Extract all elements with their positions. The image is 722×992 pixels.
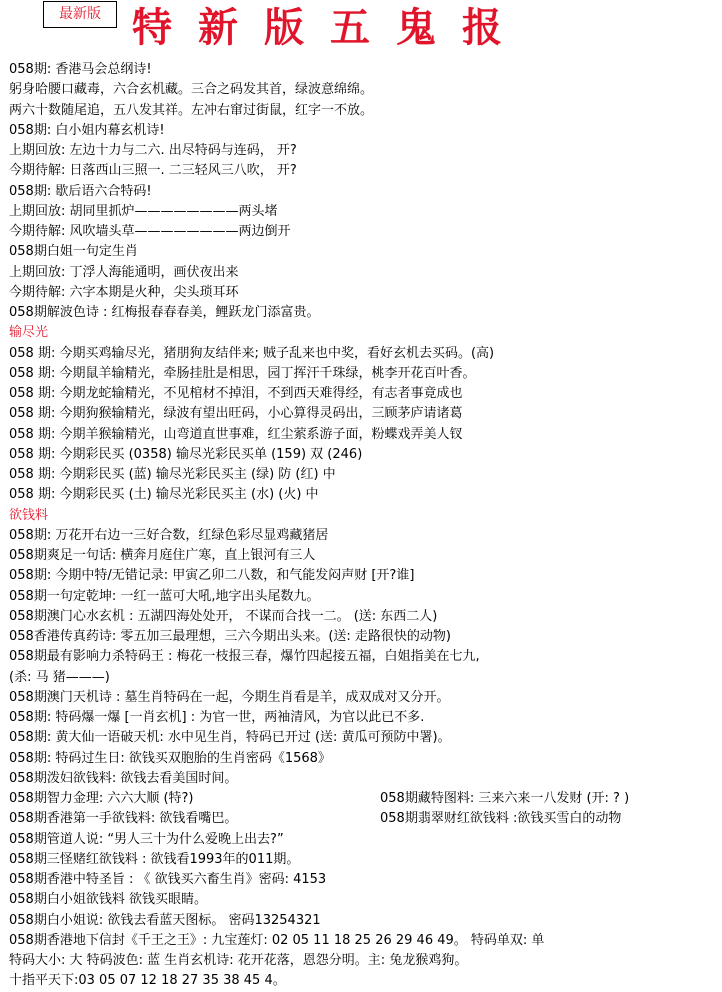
text-line: 058期澳门心水玄机 : 五湖四海处处开， 不谋而合找一二。 (送: 东西二人) [9,608,438,624]
text-line: (杀: 马 猪———) [9,669,110,685]
header [0,0,722,58]
text-line [9,809,717,829]
text-line-left: 058期香港第一手欲钱料: 欲钱看嘴巴。 [9,811,238,827]
section-heading: 欲钱料 [9,507,49,523]
text-line: 058期香港中特圣旨 : 《 欲钱买六畜生肖》密码: 4153 [9,872,327,887]
text-line: 058期解波色诗 : 红梅报春春春美，鲤跃龙门添富贵。 [9,305,320,320]
text-line: 058 期: 今期彩民买 (0358) 输尽光彩民买单 (159) 双 (246) [9,446,363,462]
text-line: 058期: 今期中特/无错记录: 甲寅乙卯二八数，和气能发闷声财 [开?谁] [9,568,415,584]
text-line: 058期白姐一句定生肖 [9,244,138,260]
text-line: 十指平天下:03 05 07 12 18 27 35 38 45 4。 [9,973,286,989]
text-line: 058期泼妇欲钱料: 欲钱去看美国时间。 [9,770,238,786]
section-heading: 输尽光 [9,325,49,341]
text-line: 上期回放: 丁浮人海能通明，画伏夜出来 [9,264,239,280]
latest-version-badge: 最新版 [43,1,117,28]
text-line: 今期待解: 六字本期是火种，尖头琐耳环 [9,284,239,300]
text-line: 058期一句定乾坤: 一红一蓝可大吼,地字出头尾数九。 [9,588,320,604]
text-line: 058期白小姐说: 欲钱去看蓝天图标。 密码13254321 [9,912,321,928]
text-line: 058期: 香港马会总纲诗! [9,62,152,77]
text-line: 两六十数随尾追，五八发其祥。左冲右窜过街鼠，红字一不放。 [9,102,374,118]
text-line: 躬身哈腰口藏毒，六合玄机藏。三合之码发其首，绿波意绵绵。 [9,82,374,98]
text-line: 058期: 特码爆一爆 [一肖玄机] : 为官一世，两袖清风，为官以此已不多. [9,710,425,725]
text-line: 058 期: 今期龙蛇输精光，不见棺材不掉泪，不到西天难得经，有志者事竟成也 [9,386,463,401]
page-title: 特新版五鬼报 [132,4,528,51]
text-line: 上期回放: 胡同里抓炉————————两头堵 [9,203,278,219]
document-body [9,60,717,992]
text-line: 058期白小姐欲钱料 欲钱买眼睛。 [9,892,207,908]
text-line: 058期: 黄大仙一语破天机: 水中见生肖，特码已开过 (送: 黄瓜可预防中署)。 [9,730,451,746]
text-line [9,789,717,809]
text-line: 058 期: 今期彩民买 (土) 输尽光彩民买主 (水) (火) 中 [9,487,319,503]
text-line: 今期待解: 日落西山三照一. 二三轻风三八吹， 开? [9,163,297,179]
text-line: 058期: 白小姐内幕玄机诗! [9,122,165,138]
text-line: 058期管道人说: “男人三十为什么爱晚上出去?” [9,831,284,847]
text-line: 058香港传真药诗: 零五加三最理想，三六今期出头来。(送: 走路很快的动物) [9,629,451,644]
text-line: 058 期: 今期狗猴输精光，绿波有望出旺码，小心算得灵码出，三顾茅庐请诸葛 [9,406,463,422]
text-line: 058 期: 今期买鸡输尽光，猪朋狗友结伴来; 贼子乱来也中奖，看好玄机去买码。(高) [9,345,495,361]
text-line: 058 期: 今期鼠羊输精光，牵肠挂肚是相思，园丁挥汗千珠绿，桃李开花百叶香。 [9,365,476,381]
text-line-right: 058期藏特图料: 三来六来一八发财 (开: ? ) [380,791,630,806]
text-line-right: 058期翡翠财红欲钱料 :欲钱买雪白的动物 [380,811,622,827]
text-line: 058期: 歇后语六合特码! [9,183,152,199]
text-line: 058期澳门天机诗 : 墓生肖特码在一起，今期生肖看是羊，成双成对又分开。 [9,689,450,705]
text-line: 058期: 特码过生日: 欲钱买双胞胎的生肖密码《1568》 [9,750,331,766]
text-line: 058期最有影响力杀特码王 : 梅花一枝报三春，爆竹四起接五福，白姐指美在七九, [9,649,480,665]
text-line-left: 058期智力金理: 六六大顺 (特?) [9,791,194,806]
text-line: 特码大小: 大 特码波色: 蓝 生肖玄机诗: 花开花落，恩怨分明。主: 兔龙猴鸡狗。 [9,953,468,968]
text-line: 058 期: 今期羊猴输精光，山弯道直世事难，红尘萦系游子面，粉蝶戏弄美人钗 [9,426,463,442]
text-line: 058期爽足一句话: 横奔月庭住广寒，直上银河有三人 [9,548,316,563]
text-line: 058期香港地下信封《千王之王》: 九宝莲灯: 02 05 11 18 25 26 29 46 49。 特码单双: 单 [9,932,545,948]
text-line: 058期三怪赌红欲钱料 : 欲钱看1993年的011期。 [9,851,300,867]
text-line: 058 期: 今期彩民买 (蓝) 输尽光彩民买主 (绿) 防 (红) 中 [9,467,336,482]
text-line: 上期回放: 左边十力与二六. 出尽特码与连码， 开? [9,143,297,158]
text-line: 058期: 万花开右边一三好合数，红绿色彩尽显鸡藏猪居 [9,527,329,543]
text-line: 今期待解: 风吹墙头草————————两边倒开 [9,224,291,239]
